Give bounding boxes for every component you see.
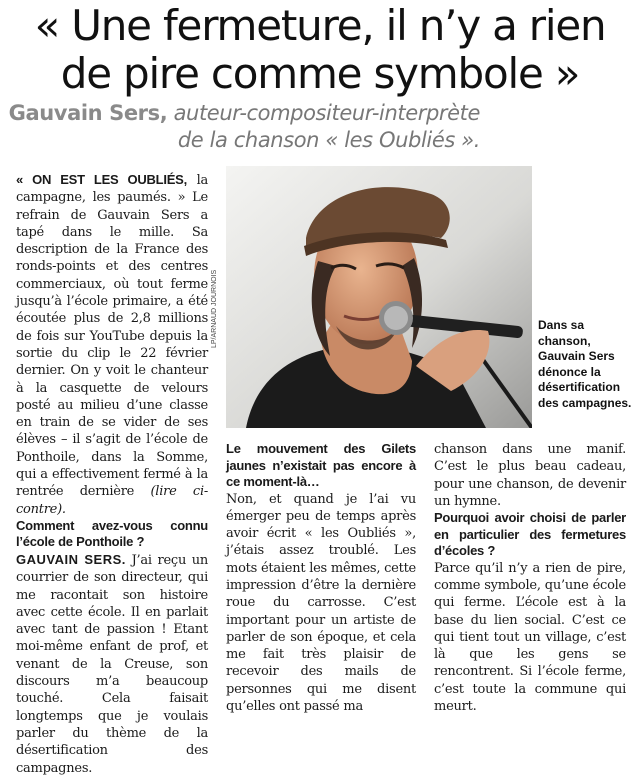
question-2: Le mouvement des Gilets jaunes n’existait pas encore à ce moment-là… xyxy=(226,441,416,489)
article-column-2 xyxy=(226,441,416,715)
photo-caption: Dans sa chanson, Gauvain Sers dénonce la désertification des campagnes. xyxy=(538,318,632,410)
article-photo xyxy=(226,166,532,428)
photo-credit: LP/ARNAUD JOURNOIS xyxy=(211,269,218,348)
question-3: Pourquoi avoir choisi de parler en particulier des fermetures d’écoles ? xyxy=(434,510,626,559)
answer-2-continued: chanson dans une manif. C’est le plus beau cadeau, pour une chanson, de devenir un hymne. xyxy=(434,442,626,509)
answer-1-text: J’ai reçu un courrier de son directeur, qui me racontait son histoire avec cette école. Il en parlait avec tant de passion ! Etant moi-même enfant de prof, et venant de la Creuse, son discours m’a beaucoup touché. Cela faisait longtemps que je voulais parler du thème de la désertification des campagnes. xyxy=(16,552,208,776)
speaker-name: GAUVAIN SERS. xyxy=(16,551,126,567)
headline xyxy=(0,2,640,98)
intro-reference: (lire ci-contre). xyxy=(16,484,208,517)
article-column-1 xyxy=(16,171,208,777)
subhead-name: Gauvain Sers, xyxy=(8,101,168,125)
headline-line-2: de pire comme symbole » xyxy=(60,49,580,98)
headline-line-1: « Une fermeture, il n’y a rien xyxy=(34,1,606,50)
intro-paragraph xyxy=(16,171,208,518)
question-1: Comment avez-vous connu l’école de Ponthoile ? xyxy=(16,517,208,550)
answer-1 xyxy=(16,551,208,777)
subhead-role-1: auteur-compositeur-interprète xyxy=(167,101,480,125)
article-column-3 xyxy=(434,441,626,715)
lead-in: « ON EST LES OUBLIÉS, xyxy=(16,172,187,187)
intro-text: la campagne, les paumés. » Le refrain de Gauvain Sers a tapé dans le mille. Sa description de la France des ronds-points et des centres commerciaux, où tout ferme jusqu’à l’école primaire, a été écoutée plus de 2,8 millions de fois sur YouTube depuis la sortie du clip le 22 février dernier. On y voit le chanteur à la casquette de velours posté au milieu d’une classe en train de se vider de ses élèves – il s’agit de l’école de Ponthoile, dans la Somme, qui a effectivement fermé à la rentrée dernière xyxy=(16,173,208,500)
answer-2: Non, et quand je l’ai vu émerger peu de temps après avoir écrit « les Oubliés », j’étais assez troublé. Les mots étaient les mêmes, cette impression d’être la dernière roue du carrosse. C’est important pour un artiste de parler de son époque, et cela me fait très plaisir de recevoir des mails de personnes qui me disent qu’elles ont passé ma xyxy=(226,491,416,715)
subhead-role-2: de la chanson « les Oubliés ». xyxy=(177,128,480,152)
singer-photo xyxy=(226,166,532,428)
answer-3: Parce qu’il n’y a rien de pire, comme symbole, qu’une école qui ferme. L’école est à la base du lien social. C’est ce qui tient tout un village, c’est là que les gens se rencontrent. Si l’école ferme, c’est toute la commune qui meurt. xyxy=(434,560,626,715)
subheadline xyxy=(9,100,480,154)
